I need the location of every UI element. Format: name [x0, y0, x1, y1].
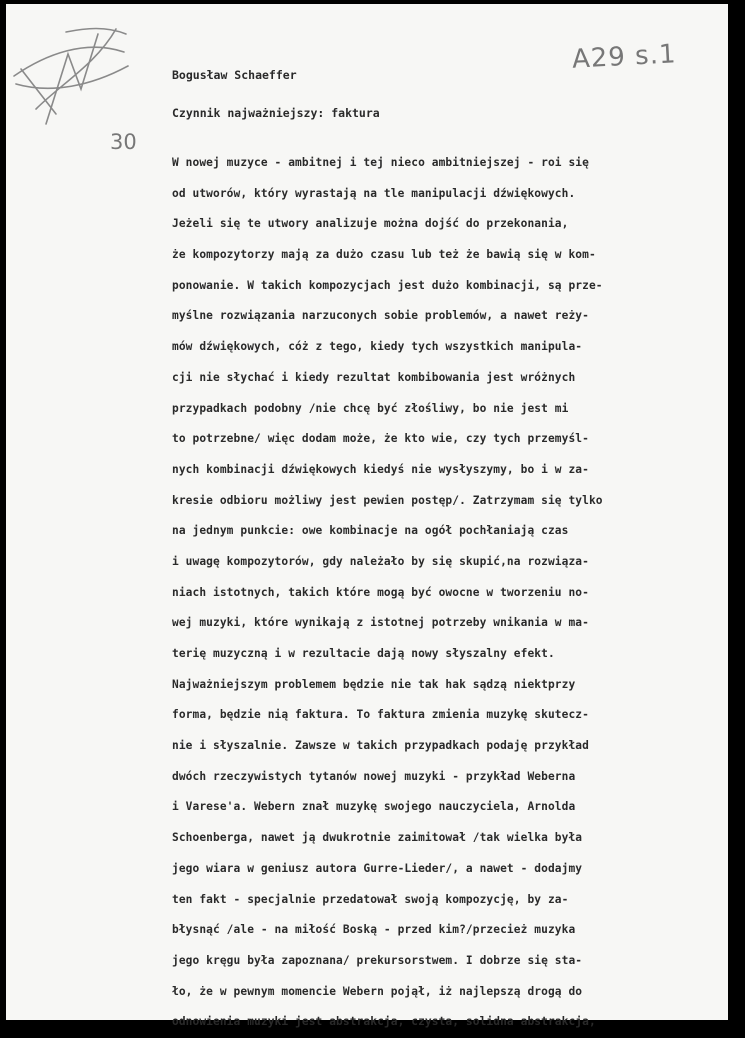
- text-line: dwóch rzeczywistych tytanów nowej muzyki - przykład Weberna: [172, 769, 576, 783]
- text-line: na jednym punkcie: owe kombinacje na ogół pochłaniają czas: [172, 524, 569, 538]
- text-line: Schoenberga, nawet ją dwukrotnie zaimitował /tak wielka była: [172, 831, 583, 845]
- text-line: niach istotnych, takich które mogą być owocne w tworzeniu no-: [172, 585, 589, 599]
- text-line: forma, będzie nią faktura. To faktura zmienia muzykę skutecz-: [172, 708, 589, 722]
- text-line: przypadkach podobny /nie chcę być złośliwy, bo nie jest mi: [172, 401, 569, 415]
- text-line: jego wiara w geniusz autora Gurre-Lieder/, a nawet - dodajmy: [172, 861, 583, 875]
- author-name: Bogusław Schaeffer: [172, 68, 297, 82]
- document-title: Czynnik najważniejszy: faktura: [172, 106, 380, 120]
- body-text: [172, 148, 603, 1038]
- text-line: i Varese'a. Webern znał muzykę swojego nauczyciela, Arnolda: [172, 800, 576, 814]
- handwritten-sketch-icon: [6, 14, 146, 144]
- text-line: nie i słyszalnie. Zawsze w takich przypadkach podaję przykład: [172, 739, 589, 753]
- text-line: Jeżeli się te utwory analizuje można dojść do przekonania,: [172, 217, 569, 231]
- text-line: ten fakt - specjalnie przedatował swoją kompozycję, by za-: [172, 892, 569, 906]
- text-line: ło, że w pewnym momencie Webern pojął, iż najlepszą drogą do: [172, 984, 583, 998]
- text-line: terię muzyczną i w rezultacie dają nowy słyszalny efekt.: [172, 647, 555, 660]
- text-line: kresie odbioru możliwy jest pewien postęp/. Zatrzymam się tylko: [172, 493, 603, 507]
- text-line: to potrzebne/ więc dodam może, że kto wie, czy tych przemyśl-: [172, 432, 589, 446]
- text-line: Najważniejszym problemem będzie nie tak hak sądzą niektprzy: [172, 677, 576, 691]
- text-line: jego kręgu była zapoznana/ prekursorstwem. I dobrze się sta-: [172, 953, 583, 967]
- document-page: [6, 4, 728, 1029]
- text-line: że kompozytorzy mają za dużo czasu lub też że bawią się w kom-: [172, 248, 596, 262]
- text-line: i uwagę kompozytorów, gdy należało by się skupić,na rozwiąza-: [172, 554, 589, 568]
- text-line: ponowanie. W takich kompozycjach jest dużo kombinacji, są prze-: [172, 278, 603, 292]
- text-line: nych kombinacji dźwiękowych kiedyś nie wysłyszymy, bo i w za-: [172, 462, 589, 476]
- text-line: błysnąć /ale - na miłość Boską - przed kim?/przecież muzyka: [172, 923, 576, 937]
- text-line: W nowej muzyce - ambitnej i tej nieco ambitniejszej - roi się: [172, 156, 589, 169]
- text-line: od utworów, który wyrastają na tle manipulacji dźwiękowych.: [172, 186, 576, 200]
- margin-number-note: 30: [110, 130, 137, 154]
- margin-reference-note: A29 s.1: [571, 39, 678, 75]
- text-line: wej muzyki, które wynikają z istotnej potrzeby wnikania w ma-: [172, 616, 589, 630]
- text-line: mów dźwiękowych, cóż z tego, kiedy tych wszystkich manipula-: [172, 340, 583, 354]
- text-line: odnowienia muzyki jest abstrakcja, czysta, solidna abstrakcja,: [172, 1015, 596, 1029]
- text-line: myślne rozwiązania narzuconych sobie problemów, a nawet reży-: [172, 309, 589, 323]
- text-line: cji nie słychać i kiedy rezultat kombibowania jest wróżnych: [172, 370, 576, 384]
